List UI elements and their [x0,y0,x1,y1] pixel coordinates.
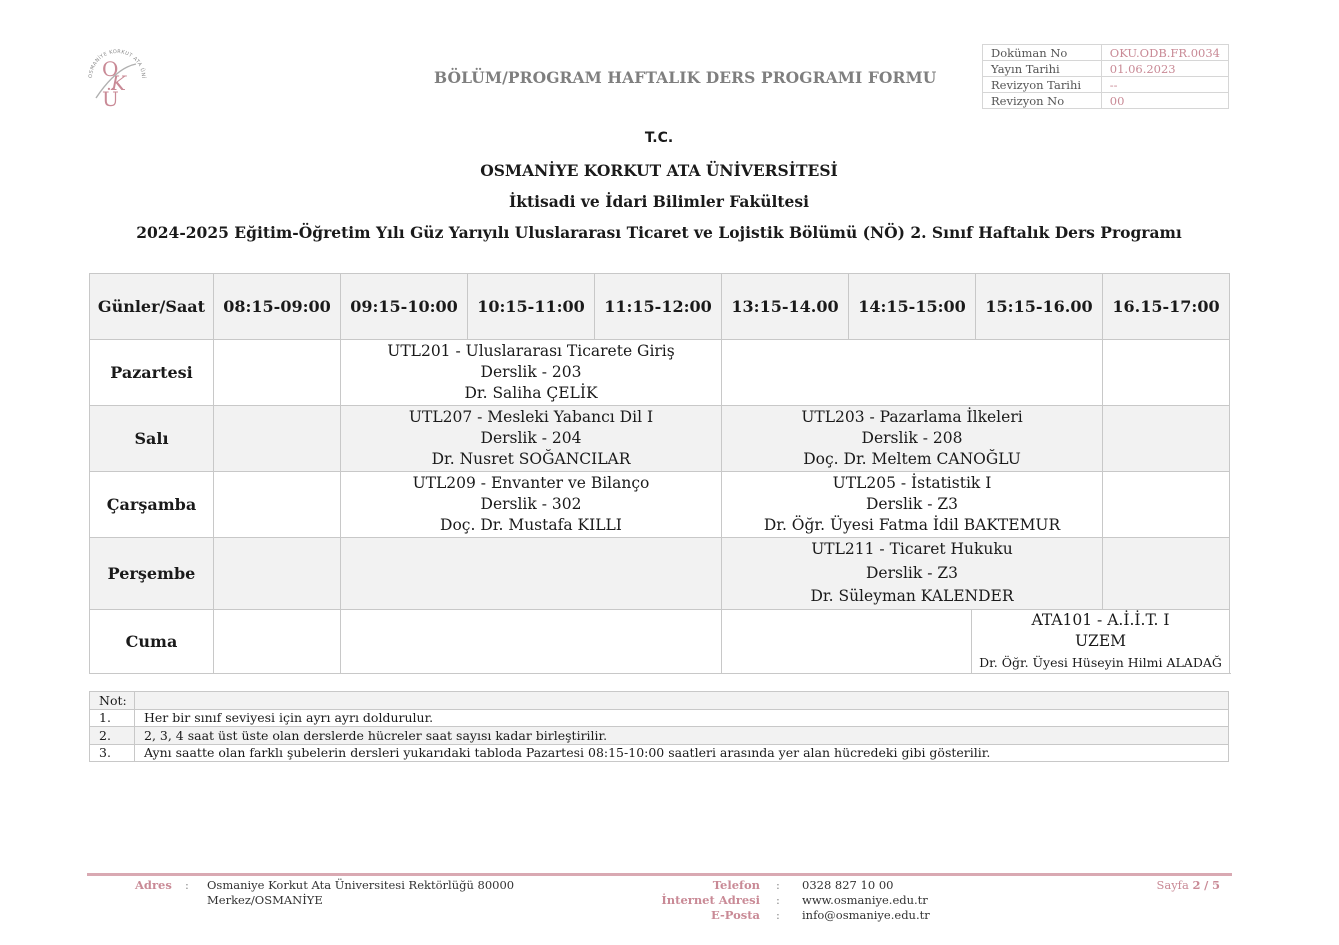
course-room: Derslik - 208 [861,429,963,447]
footer-address-line2: Merkez/OSMANİYE [207,893,323,907]
slot-header: 09:15-10:00 [341,274,468,340]
empty-cell [214,538,341,610]
footer-address-label: Adres [135,878,172,892]
day-row [90,609,1230,673]
page-current: 2 [1192,878,1201,892]
heading-tc: T.C. [644,130,674,146]
day-label: Cuma [90,609,214,673]
empty-cell [214,340,341,406]
course-name: UTL201 - Uluslararası Ticarete Giriş [387,342,675,360]
course-teacher: Dr. Öğr. Üyesi Hüseyin Hilmi ALADAĞ [979,654,1222,670]
note-number: 3. [90,744,135,762]
note-number: 2. [90,727,135,745]
slot-header: 08:15-09:00 [214,274,341,340]
course-room: Derslik - 204 [480,429,582,447]
empty-cell [722,610,972,673]
day-row [90,472,1230,538]
day-row [90,406,1230,472]
empty-cell [214,472,341,538]
notes-table [89,691,1229,762]
course-teacher: Dr. Nusret SOĞANCILAR [431,450,631,468]
day-label: Salı [90,406,214,472]
footer-email-label: E-Posta [711,908,760,922]
course-name: UTL203 - Pazarlama İlkeleri [801,408,1023,426]
course-cell [972,610,1229,673]
course-name: UTL207 - Mesleki Yabancı Dil I [408,408,654,426]
course-teacher: Doç. Dr. Meltem CANOĞLU [803,450,1021,468]
friday-afternoon-cell [722,609,1230,673]
day-label: Pazartesi [90,340,214,406]
slot-header: 16.15-17:00 [1103,274,1230,340]
slot-header: 15:15-16.00 [976,274,1103,340]
footer-separator: : [185,878,189,892]
course-name: UTL211 - Ticaret Hukuku [811,540,1013,558]
course-teacher: Dr. Süleyman KALENDER [810,587,1014,605]
university-logo [82,42,150,114]
day-label: Perşembe [90,538,214,610]
course-room: Derslik - Z3 [866,563,958,582]
course-cell [722,472,1103,538]
note-row [90,727,1229,745]
page-number [1100,878,1220,893]
meta-row [983,93,1229,109]
day-row [90,538,1230,610]
slot-header: 11:15-12:00 [595,274,722,340]
meta-key: Revizyon Tarihi [983,77,1102,93]
notes-header-row [90,692,1229,710]
empty-cell [341,609,722,673]
slot-header: 10:15-11:00 [468,274,595,340]
notes-header-blank [135,692,1229,710]
page-total: 5 [1211,878,1220,892]
logo-ring-text: OSMANİYE KORKUT ATA ÜNİ [87,48,147,79]
footer-phone: 0328 827 10 00 [802,878,894,892]
note-row [90,744,1229,762]
course-name: ATA101 - A.İ.İ.T. I [1031,610,1170,629]
footer-separator: : [776,908,780,922]
document-meta-table [982,44,1229,109]
course-cell [341,406,722,472]
slot-header: 14:15-15:00 [849,274,976,340]
heading-faculty: İktisadi ve İdari Bilimler Fakültesi [509,192,809,211]
footer-separator: : [776,878,780,892]
meta-row [983,61,1229,77]
footer-separator: : [776,893,780,907]
course-cell [722,406,1103,472]
schedule-header-row [90,274,1230,340]
corner-header: Günler/Saat [90,274,214,340]
meta-row [983,45,1229,61]
empty-cell [214,406,341,472]
day-label: Çarşamba [90,472,214,538]
notes-title: Not: [90,692,135,710]
day-row [90,340,1230,406]
course-teacher: Dr. Öğr. Üyesi Fatma İdil BAKTEMUR [763,516,1061,534]
course-room: Derslik - Z3 [866,495,958,513]
meta-value: -- [1101,77,1228,93]
course-cell [722,538,1103,610]
slot-header: 13:15-14.00 [722,274,849,340]
footer-email: info@osmaniye.edu.tr [802,908,930,922]
page-label: Sayfa [1156,878,1189,892]
svg-text:K: K [111,71,126,95]
empty-cell [214,609,341,673]
note-row [90,709,1229,727]
course-room: Derslik - 302 [480,495,582,513]
meta-value: 01.06.2023 [1101,61,1228,77]
empty-cell [1103,406,1230,472]
note-text: 2, 3, 4 saat üst üste olan derslerde hücreler saat sayısı kadar birleştirilir. [135,727,1229,745]
friday-afternoon-split [722,610,1229,673]
meta-value: 00 [1101,93,1228,109]
note-number: 1. [90,709,135,727]
empty-cell [1103,472,1230,538]
note-text: Aynı saatte olan farklı şubelerin dersleri yukarıdaki tabloda Pazartesi 08:15-10:00 saatleri arasında yer alan hücredeki gibi gösterilir. [135,744,1229,762]
course-cell [341,340,722,406]
course-name: UTL205 - İstatistik I [832,474,992,492]
meta-key: Revizyon No [983,93,1102,109]
course-room: UZEM [1074,631,1127,650]
heading-program: 2024-2025 Eğitim-Öğretim Yılı Güz Yarıyılı Uluslararası Ticaret ve Lojistik Bölümü (NÖ) 2. Sınıf Haftalık Ders Programı [136,223,1182,242]
footer-divider [87,873,1232,876]
note-text: Her bir sınıf seviyesi için ayrı ayrı doldurulur. [135,709,1229,727]
empty-cell [1103,538,1230,610]
meta-key: Doküman No [983,45,1102,61]
meta-key: Yayın Tarihi [983,61,1102,77]
meta-value: OKU.ODB.FR.0034 [1101,45,1228,61]
footer-address-line1: Osmaniye Korkut Ata Üniversitesi Rektörlüğü 80000 [207,878,515,892]
weekly-schedule-table [89,273,1230,674]
empty-cell [1103,340,1230,406]
course-teacher: Dr. Saliha ÇELİK [464,384,598,402]
course-room: Derslik - 203 [480,363,582,381]
heading-university: OSMANİYE KORKUT ATA ÜNİVERSİTESİ [480,161,838,180]
course-teacher: Doç. Dr. Mustafa KILLI [440,516,622,534]
svg-text:Ü: Ü [102,87,119,111]
course-name: UTL209 - Envanter ve Bilanço [412,474,650,492]
page-divider: / [1204,878,1209,892]
svg-text:O: O [102,57,119,81]
empty-cell [341,538,722,610]
course-cell [341,472,722,538]
empty-cell [722,340,1103,406]
footer-web: www.osmaniye.edu.tr [802,893,928,907]
form-title: BÖLÜM/PROGRAM HAFTALIK DERS PROGRAMI FORMU [434,68,937,87]
footer-web-label: İnternet Adresi [661,893,760,907]
meta-row [983,77,1229,93]
footer-phone-label: Telefon [712,878,760,892]
